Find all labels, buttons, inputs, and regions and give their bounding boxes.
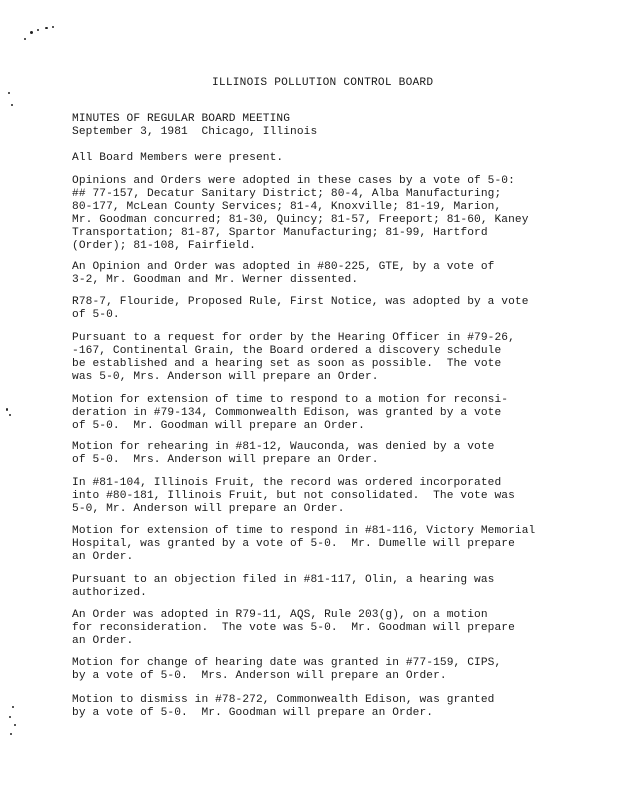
paragraph-line: Opinions and Orders were adopted in these cases by a vote of 5-0: xyxy=(72,175,515,187)
paragraph-line: ## 77-157, Decatur Sanitary District; 80-4, Alba Manufacturing; xyxy=(72,188,502,200)
scan-speck xyxy=(9,414,11,416)
paragraph-line: Pursuant to a request for order by the Hearing Officer in #79-26, xyxy=(72,332,515,344)
paragraph-line: An Order was adopted in R79-11, AQS, Rule 203(g), on a motion xyxy=(72,609,488,621)
scan-speck xyxy=(10,733,12,735)
paragraph-line: authorized. xyxy=(72,587,147,599)
paragraph-line: Motion for extension of time to respond in #81-116, Victory Memorial xyxy=(72,525,536,537)
paragraph-line: by a vote of 5-0. Mrs. Anderson will prepare an Order. xyxy=(72,670,447,682)
paragraph-line: All Board Members were present. xyxy=(72,152,284,164)
paragraph-line: an Order. xyxy=(72,635,134,647)
paragraph-line: Pursuant to an objection filed in #81-117, Olin, a hearing was xyxy=(72,574,495,586)
paragraph-line: of 5-0. Mrs. Anderson will prepare an Order. xyxy=(72,454,379,466)
scan-speck xyxy=(37,29,39,31)
scan-speck xyxy=(6,408,8,411)
paragraph-line: for reconsideration. The vote was 5-0. Mr. Goodman will prepare xyxy=(72,622,515,634)
scan-speck xyxy=(11,104,13,106)
paragraph-line: (Order); 81-108, Fairfield. xyxy=(72,240,256,252)
scan-speck xyxy=(52,26,54,28)
paragraph-line: Transportation; 81-87, Spartor Manufacturing; 81-99, Hartford xyxy=(72,227,488,239)
scan-speck xyxy=(45,27,48,29)
paragraph-line: In #81-104, Illinois Fruit, the record was ordered incorporated xyxy=(72,477,502,489)
paragraph-line: into #80-181, Illinois Fruit, but not consolidated. The vote was xyxy=(72,490,515,502)
scan-speck xyxy=(8,92,10,94)
paragraph-line: 5-0, Mr. Anderson will prepare an Order. xyxy=(72,503,345,515)
paragraph-line: R78-7, Flouride, Proposed Rule, First Notice, was adopted by a vote xyxy=(72,296,529,308)
paragraph-line: -167, Continental Grain, the Board ordered a discovery schedule xyxy=(72,345,502,357)
paragraph-line: of 5-0. xyxy=(72,309,120,321)
scan-speck xyxy=(30,31,33,34)
scan-speck xyxy=(12,706,14,708)
scan-speck xyxy=(14,724,16,726)
paragraph-line: 3-2, Mr. Goodman and Mr. Werner dissented. xyxy=(72,274,359,286)
paragraph-line: Mr. Goodman concurred; 81-30, Quincy; 81-57, Freeport; 81-60, Kaney xyxy=(72,214,529,226)
paragraph-line: An Opinion and Order was adopted in #80-225, GTE, by a vote of xyxy=(72,261,495,273)
paragraph-line: Motion for extension of time to respond to a motion for reconsi- xyxy=(72,394,509,406)
meeting-date-location: September 3, 1981 Chicago, Illinois xyxy=(72,126,318,138)
paragraph-line: of 5-0. Mr. Goodman will prepare an Order. xyxy=(72,420,365,432)
document-title: ILLINOIS POLLUTION CONTROL BOARD xyxy=(212,77,434,89)
paragraph-line: by a vote of 5-0. Mr. Goodman will prepare an Order. xyxy=(72,707,434,719)
paragraph-line: be established and a hearing set as soon as possible. The vote xyxy=(72,358,502,370)
scan-speck xyxy=(24,38,26,40)
meeting-heading: MINUTES OF REGULAR BOARD MEETING xyxy=(72,113,291,125)
paragraph-line: Motion to dismiss in #78-272, Commonwealth Edison, was granted xyxy=(72,694,495,706)
paragraph-line: Motion for change of hearing date was granted in #77-159, CIPS, xyxy=(72,657,502,669)
paragraph-line: deration in #79-134, Commonwealth Edison, was granted by a vote xyxy=(72,407,502,419)
paragraph-line: 80-177, McLean County Services; 81-4, Knoxville; 81-19, Marion, xyxy=(72,201,502,213)
paragraph-line: an Order. xyxy=(72,551,134,563)
paragraph-line: Motion for rehearing in #81-12, Wauconda, was denied by a vote xyxy=(72,441,495,453)
paragraph-line: was 5-0, Mrs. Anderson will prepare an Order. xyxy=(72,371,379,383)
paragraph-line: Hospital, was granted by a vote of 5-0. Mr. Dumelle will prepare xyxy=(72,538,515,550)
scan-speck xyxy=(9,716,11,718)
